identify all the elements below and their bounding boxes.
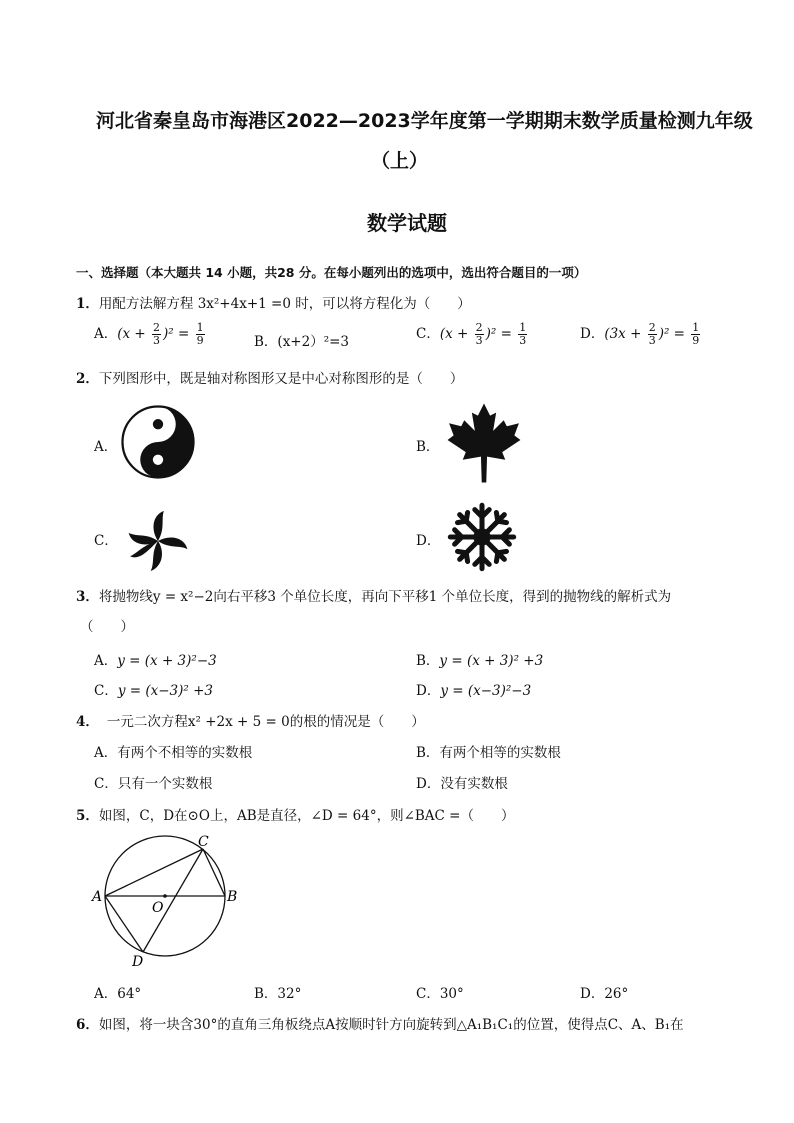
page-subtitle: 数学试题 — [367, 211, 447, 235]
numerator: 2 — [153, 321, 161, 334]
q1-option-c[interactable] — [416, 322, 529, 347]
option-text: y = (x−3)²−3 — [440, 683, 532, 699]
q1-option-a[interactable] — [94, 322, 207, 347]
yin-yang-icon — [121, 405, 195, 479]
q5-option-d[interactable] — [580, 982, 628, 1002]
question-number: 5． — [76, 808, 99, 824]
option-label: A． — [94, 653, 118, 669]
q2-option-d-label[interactable]: D． — [416, 533, 441, 549]
label-o: O — [152, 900, 164, 916]
q2-option-a-label[interactable]: A． — [94, 439, 118, 455]
option-text: 30° — [439, 986, 464, 1002]
question-1 — [76, 292, 471, 312]
question-2 — [76, 367, 463, 387]
question-text: 一元二次方程x² +2x + 5 = 0的根的情况是（ ） — [106, 714, 425, 730]
label-d: D — [132, 954, 144, 970]
math-part: (x + — [439, 326, 473, 342]
question-6 — [76, 1013, 684, 1033]
segment-ad — [105, 896, 143, 952]
option-label: A． — [94, 745, 118, 761]
question-3 — [76, 585, 671, 605]
q4-option-c[interactable] — [94, 772, 212, 792]
q4-option-b[interactable] — [416, 741, 561, 761]
q3-option-b[interactable] — [416, 649, 543, 669]
q3-option-d[interactable] — [416, 679, 531, 699]
question-number: 1． — [76, 296, 99, 312]
option-label: D． — [416, 683, 441, 699]
option-text: 只有一个实数根 — [117, 776, 213, 792]
question-text: 下列图形中，既是轴对称图形又是中心对称图形的是（ ） — [98, 371, 464, 387]
option-label: B． — [416, 745, 440, 761]
option-label: D． — [580, 326, 605, 342]
q3-option-a[interactable] — [94, 649, 217, 669]
circle-geometry-figure — [90, 832, 240, 970]
option-label: D． — [580, 986, 605, 1002]
q5-option-c[interactable] — [416, 982, 464, 1002]
q3-option-c[interactable] — [94, 679, 213, 699]
maple-leaf-icon — [446, 402, 522, 484]
option-label: C． — [416, 326, 440, 342]
q4-option-a[interactable] — [94, 741, 252, 761]
fraction — [196, 322, 205, 347]
numerator: 1 — [519, 321, 527, 334]
question-number: 6． — [76, 1017, 99, 1033]
fraction — [152, 322, 161, 347]
denominator: 3 — [153, 334, 161, 347]
question-5 — [76, 804, 514, 824]
math-part: )² = — [485, 326, 517, 342]
denominator: 9 — [692, 334, 700, 347]
question-3-blank: （ ） — [80, 619, 134, 635]
q2-option-b-label[interactable]: B． — [416, 439, 440, 455]
option-label: A． — [94, 986, 118, 1002]
numerator: 1 — [692, 321, 700, 334]
option-text: y = (x + 3)²−3 — [117, 653, 217, 669]
q5-option-b[interactable] — [254, 982, 301, 1002]
option-text: (x+2）²=3 — [277, 334, 350, 350]
fraction — [691, 322, 700, 347]
segment-cb — [203, 849, 225, 896]
option-label: C． — [416, 986, 440, 1002]
math-part: )² = — [163, 326, 194, 342]
question-number: 2． — [76, 371, 99, 387]
label-a: A — [92, 889, 103, 905]
question-number: 4． — [76, 714, 99, 730]
denominator: 3 — [475, 334, 483, 347]
option-label: D． — [416, 776, 441, 792]
label-c: C — [198, 834, 209, 850]
page-title: 河北省秦皇岛市海港区2022—2023学年度第一学期期末数学质量检测九年级 — [96, 110, 753, 132]
snowflake-icon — [446, 501, 518, 573]
section-heading: 一、选择题（本大题共 14 小题，共28 分。在每小题列出的选项中，选出符合题目的一项） — [76, 265, 587, 280]
option-text: 有两个相等的实数根 — [439, 745, 561, 761]
option-label: C． — [94, 683, 118, 699]
numerator: 2 — [648, 321, 656, 334]
question-text: 如图，将一块含30°的直角三角板绕点A按顺时针方向旋转到△A₁B₁C₁的位置，使得点C、A、B₁在 — [98, 1017, 684, 1033]
option-text: 有两个不相等的实数根 — [117, 745, 253, 761]
fraction — [518, 322, 527, 347]
q1-option-b[interactable] — [254, 330, 349, 350]
option-text: 26° — [604, 986, 629, 1002]
label-b: B — [227, 889, 238, 905]
denominator: 3 — [519, 334, 527, 347]
denominator: 3 — [648, 334, 656, 347]
q1-option-d[interactable] — [580, 322, 702, 347]
math-part: )² = — [658, 326, 690, 342]
math-part: (3x + — [604, 326, 646, 342]
option-text: 32° — [277, 986, 302, 1002]
math-part: (x + — [117, 326, 151, 342]
question-text: 将抛物线y = x²−2向右平移3 个单位长度，再向下平移1 个单位长度，得到的抛物线的解析式为 — [98, 589, 672, 605]
q4-option-d[interactable] — [416, 772, 508, 792]
page-title-suffix: （上） — [371, 150, 429, 172]
option-label: B． — [254, 986, 278, 1002]
q5-option-a[interactable] — [94, 982, 141, 1002]
option-label: A． — [94, 326, 118, 342]
fraction — [475, 322, 484, 347]
denominator: 9 — [196, 334, 204, 347]
fraction — [648, 322, 657, 347]
option-text: 没有实数根 — [440, 776, 508, 792]
option-label: B． — [254, 334, 278, 350]
option-text: y = (x−3)² +3 — [117, 683, 214, 699]
bauhinia-flower-icon — [121, 508, 195, 574]
question-number: 3． — [76, 589, 99, 605]
question-text: 用配方法解方程 3x²+4x+1 =0 时，可以将方程化为（ ） — [98, 296, 471, 312]
question-text: 如图，C，D在⊙O上，AB是直径，∠D = 64°，则∠BAC =（ ） — [98, 808, 515, 824]
numerator: 2 — [475, 321, 483, 334]
option-label: B． — [416, 653, 440, 669]
option-label: C． — [94, 776, 118, 792]
option-text: y = (x + 3)² +3 — [439, 653, 544, 669]
option-text: 64° — [117, 986, 142, 1002]
numerator: 1 — [196, 321, 204, 334]
q2-option-c-label[interactable]: C． — [94, 533, 118, 549]
question-4 — [76, 710, 425, 730]
center-point — [163, 894, 167, 898]
